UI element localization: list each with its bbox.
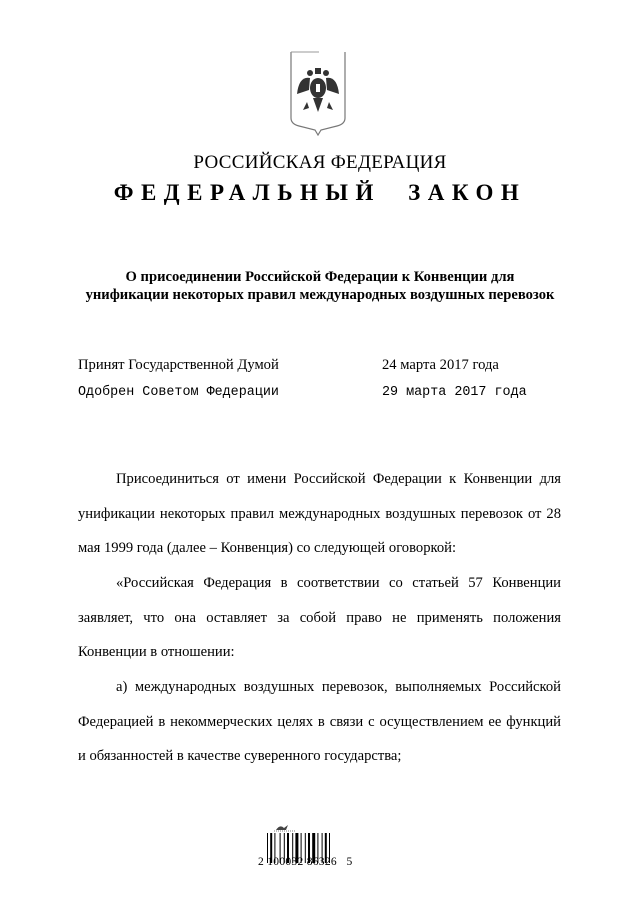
law-title: [60, 268, 580, 304]
paragraph-text: а) международных воздушных перевозок, выполняемых Российской Федерацией в некоммерческих целях в связи с осуществлением ее функций и обязанностей в качестве суверенного государства;: [78, 679, 561, 764]
paragraph-text: Присоединиться от имени Российской Федерации к Конвенции для унификации некоторых правил международных воздушных перевозок от 28 мая 1999 года (далее – Конвенция) со следующей оговоркой:: [78, 471, 561, 556]
duma-date: 24 марта 2017 года: [382, 357, 499, 373]
body-paragraph: [78, 670, 561, 774]
paragraph-text: «Российская Федерация в соответствии со статьей 57 Конвенции заявляет, что она оставляет за собой право не применять положения Конвенции в отношении:: [78, 575, 561, 660]
duma-label: Принят Государственной Думой: [78, 357, 279, 373]
document-type-heading: ФЕДЕРАЛЬНЫЙ ЗАКОН: [113, 180, 527, 205]
council-date: 29 марта 2017 года: [382, 385, 527, 400]
coat-of-arms-icon: [289, 46, 347, 136]
council-label: Одобрен Советом Федерации: [78, 385, 279, 400]
body-paragraph: [78, 462, 561, 566]
law-title-line: унификации некоторых правил международных воздушных перевозок: [85, 287, 555, 303]
signature-mark: [276, 825, 288, 830]
barcode-number: 2 100032 86326 5: [258, 856, 353, 868]
country-heading: РОССИЙСКАЯ ФЕДЕРАЦИЯ: [193, 152, 447, 173]
body-paragraph: [78, 566, 561, 670]
law-title-line: О присоединении Российской Федерации к Конвенции для: [125, 269, 515, 285]
